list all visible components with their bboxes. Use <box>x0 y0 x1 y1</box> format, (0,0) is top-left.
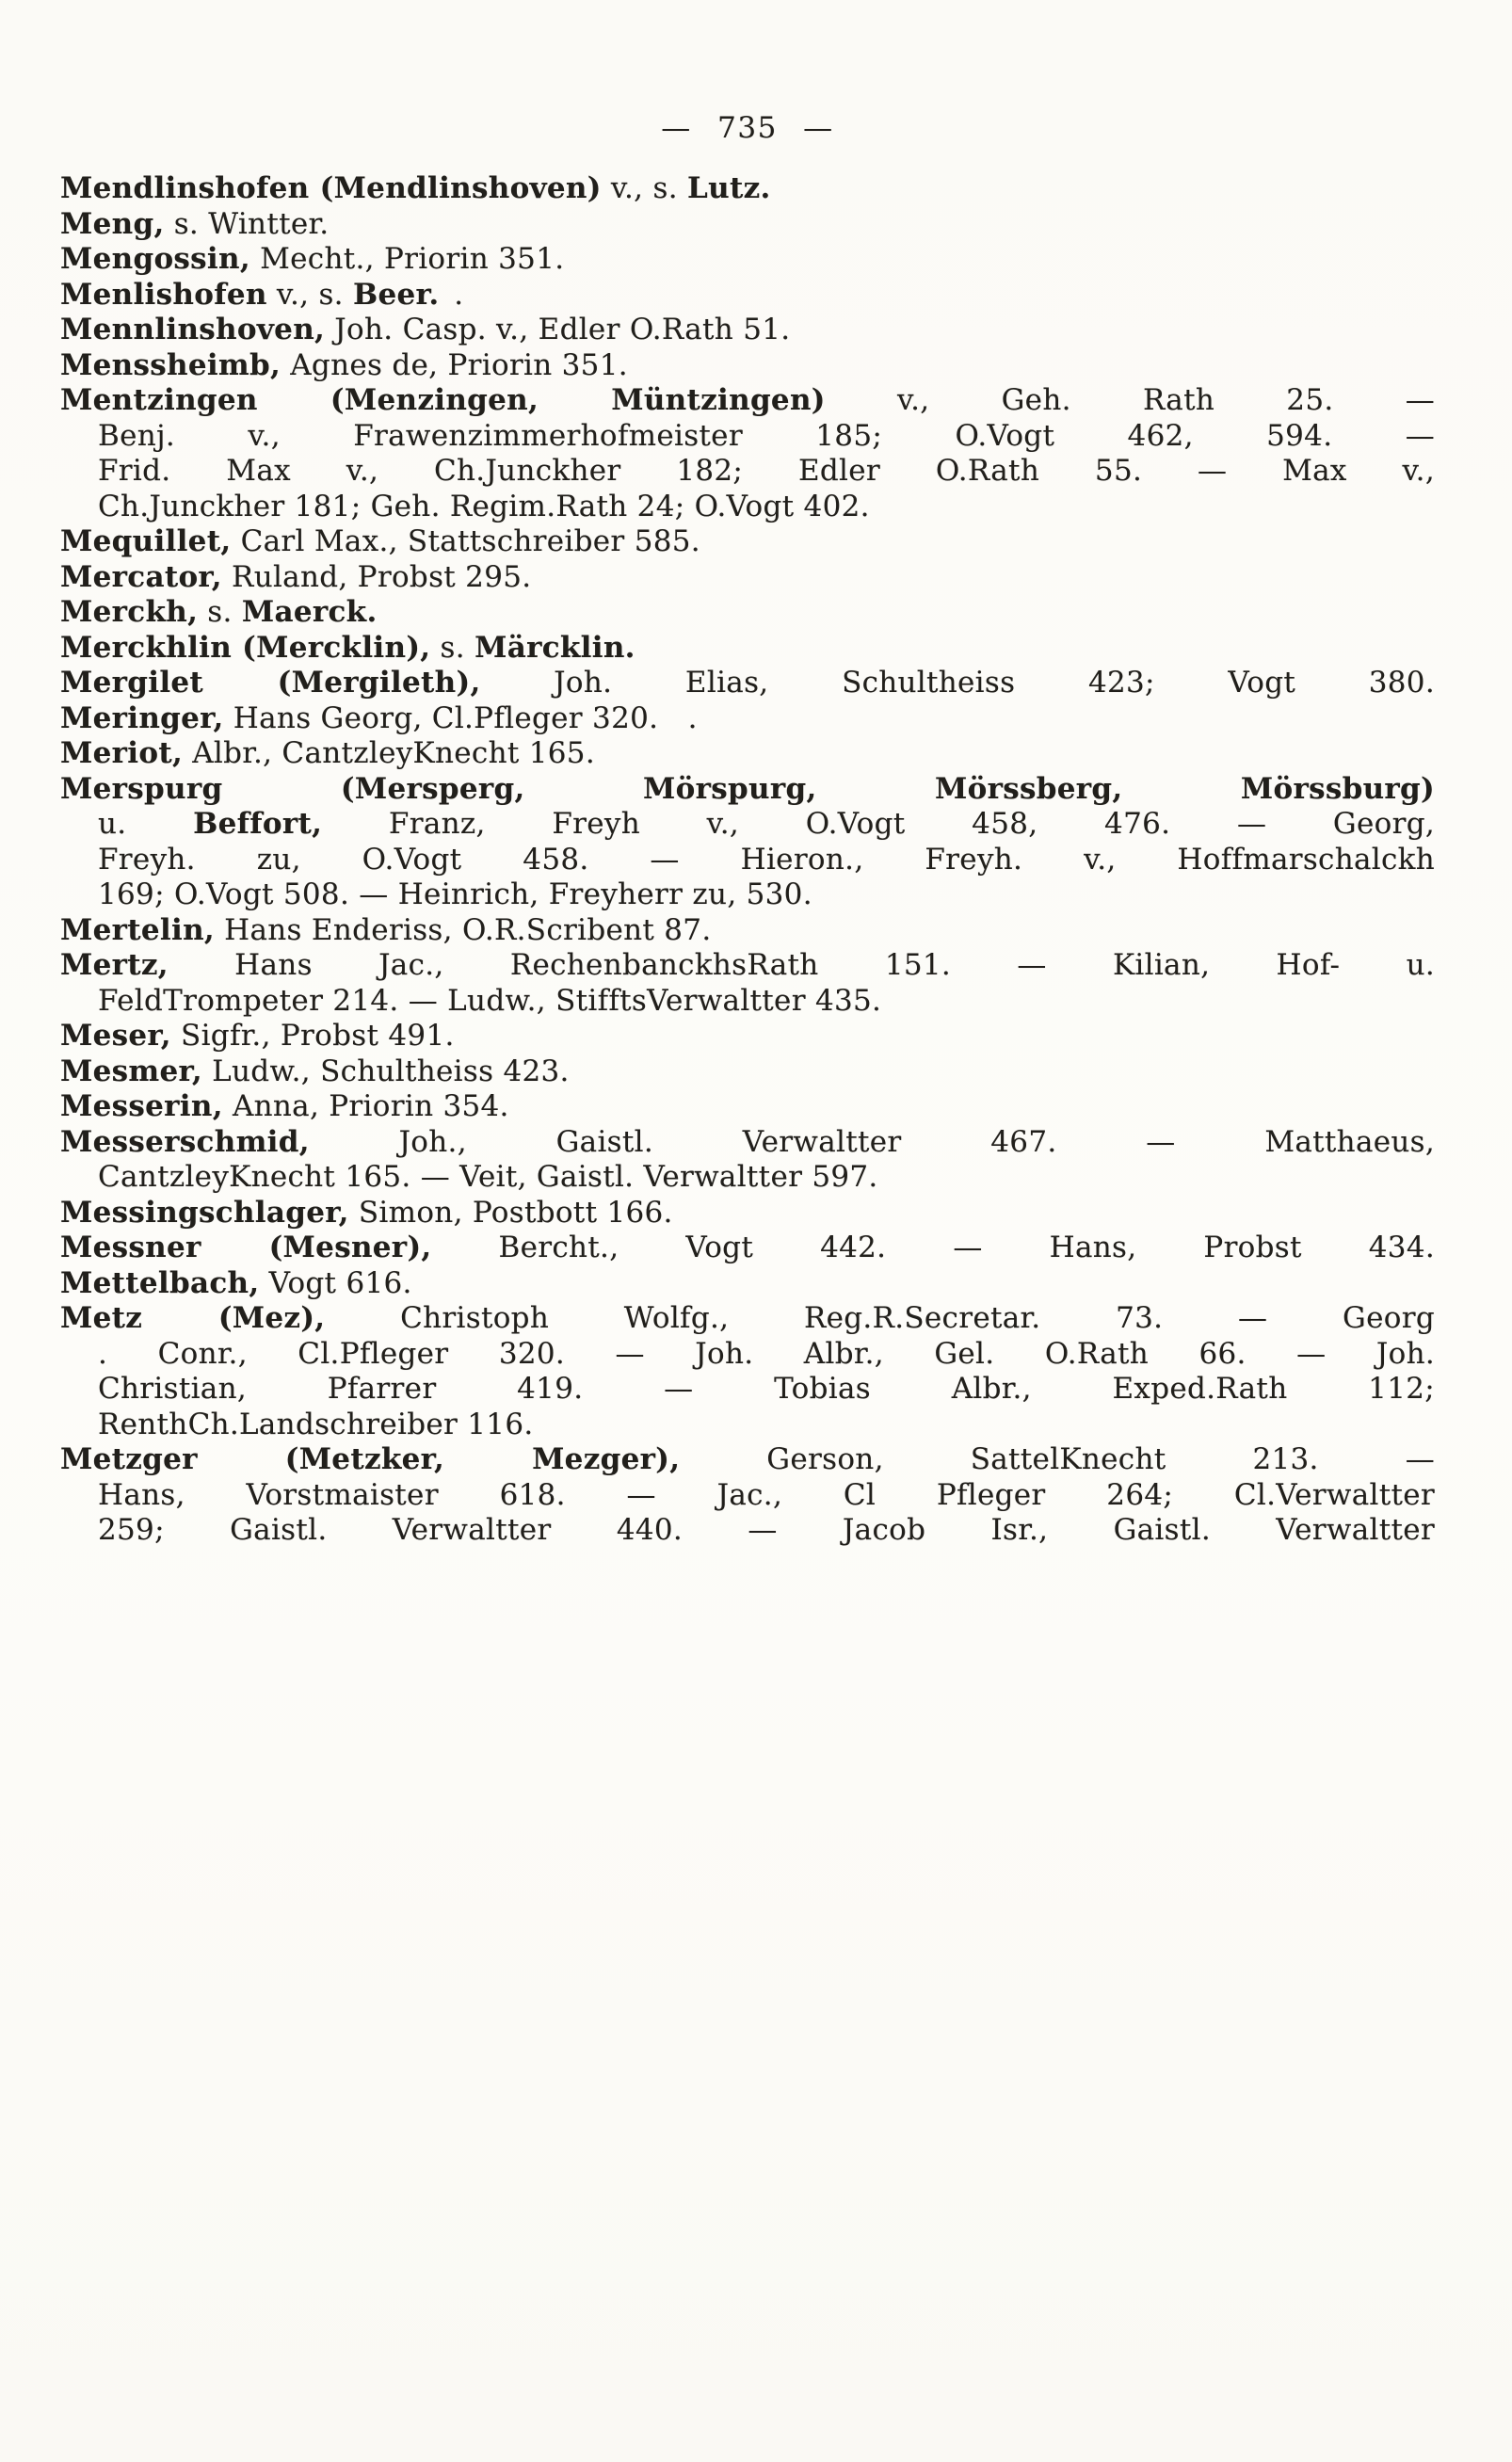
entry-line <box>60 913 1435 949</box>
index-entry <box>60 278 1435 314</box>
entry-text: Ruland, Probst 295. <box>221 559 532 594</box>
entry-line <box>60 207 1435 243</box>
headword: Metz (Mez), <box>60 1301 326 1335</box>
entry-line <box>60 1125 1435 1161</box>
entry-line <box>60 1019 1435 1054</box>
entry-line <box>60 1196 1435 1231</box>
entry-line <box>60 948 1435 984</box>
headword: Mettelbach, <box>60 1265 260 1300</box>
entry-text: Simon, Postbott 166. <box>348 1195 673 1230</box>
headword: Menlishofen <box>60 277 267 312</box>
entry-text: u. <box>98 807 194 841</box>
headword: Mengossin, <box>60 242 250 276</box>
entry-text: Sigfr., Probst 491. <box>170 1019 455 1053</box>
headword: Mertelin, <box>60 912 215 947</box>
headword: Messerin, <box>60 1089 223 1123</box>
entry-text: Hans, Vorstmaister 618. — Jac., Cl Pfleger 264; Cl.Verwaltter <box>98 1477 1435 1512</box>
headword: Märcklin. <box>475 630 635 665</box>
headword: Mesmer, <box>60 1054 202 1088</box>
entry-line <box>60 313 1435 348</box>
headword: Mentzingen (Menzingen, Müntzingen) <box>60 383 826 417</box>
entry-text: 259; Gaistl. Verwaltter 440. — Jacob Isr., Gaistl. Verwaltter <box>98 1513 1435 1547</box>
entry-line <box>60 1266 1435 1302</box>
entry-text: Albr., CantzleyKnecht 165. <box>183 736 595 770</box>
entry-text: Hans Enderiss, O.R.Scribent 87. <box>215 912 712 947</box>
entry-line <box>60 1513 1435 1549</box>
entry-text: 169; O.Vogt 508. — Heinrich, Freyherr zu, 530. <box>98 877 812 911</box>
index-entry <box>60 1231 1435 1266</box>
entry-line <box>60 843 1435 878</box>
entry-text: Hans Jac., RechenbanckhsRath 151. — Kilian, Hof- u. <box>168 948 1435 982</box>
entry-text: Frid. Max v., Ch.Junckher 182; Edler O.Rath 55. — Max v., <box>98 454 1435 488</box>
entry-text: v., Geh. Rath 25. — <box>825 383 1435 417</box>
headword: Meringer, <box>60 700 224 735</box>
entry-text: Agnes de, Priorin 351. <box>281 347 628 382</box>
index-entry <box>60 595 1435 631</box>
entry-line <box>60 278 1435 314</box>
entry-line <box>60 772 1435 808</box>
headword: Merckhlin (Mercklin), <box>60 630 431 665</box>
entry-line <box>60 383 1435 419</box>
entry-text: Vogt 616. <box>259 1265 412 1300</box>
entry-text: Carl Max., Stattschreiber 585. <box>231 524 700 558</box>
headword: Beffort, <box>193 807 323 841</box>
entry-text: v., s. <box>266 277 353 312</box>
index-entry <box>60 1196 1435 1231</box>
index-entry <box>60 1301 1435 1442</box>
entry-line <box>60 419 1435 455</box>
headword: Meriot, <box>60 736 184 770</box>
headword: Mergilet (Mergileth), <box>60 666 481 700</box>
entry-line <box>60 666 1435 701</box>
entry-text: v., s. <box>601 171 688 205</box>
entry-text: s. <box>430 630 475 665</box>
index-entry <box>60 631 1435 667</box>
entry-line <box>60 1301 1435 1337</box>
entry-line <box>60 1408 1435 1443</box>
headword: Merckh, <box>60 595 199 629</box>
entry-line <box>60 1160 1435 1196</box>
headword: Messner (Mesner), <box>60 1231 432 1264</box>
entry-text: Mecht., Priorin 351. <box>249 242 565 276</box>
headword: Menssheimb, <box>60 347 281 382</box>
entry-line <box>60 701 1435 737</box>
entry-line <box>60 490 1435 525</box>
entry-line <box>60 1089 1435 1125</box>
entry-text: Ch.Junckher 181; Geh. Regim.Rath 24; O.Vogt 402. <box>98 489 870 523</box>
headword: Mercator, <box>60 559 222 594</box>
index-entry <box>60 1442 1435 1549</box>
index-entry <box>60 913 1435 949</box>
headword: Merspurg (Mersperg, Mörspurg, Mörssberg, Mörssburg) <box>60 771 1435 806</box>
entry-line <box>60 1372 1435 1408</box>
entry-text: Benj. v., Frawenzimmerhofmeister 185; O.Vogt 462, 594. — <box>98 418 1435 453</box>
entry-line <box>60 171 1435 207</box>
entry-line <box>60 242 1435 278</box>
entry-text: Joh. Casp. v., Edler O.Rath 51. <box>325 313 791 346</box>
entry-line <box>60 984 1435 1020</box>
headword: Messingschlager, <box>60 1195 349 1230</box>
headword: Meser, <box>60 1019 171 1053</box>
page-number: — 735 — <box>661 111 834 145</box>
index-entry <box>60 560 1435 596</box>
headword: Mendlinshofen (Mendlinshoven) <box>60 171 602 205</box>
index-entry <box>60 313 1435 348</box>
entry-text: RenthCh.Landschreiber 116. <box>98 1407 534 1441</box>
entry-line <box>60 348 1435 384</box>
index-entries <box>60 171 1435 1549</box>
entry-line <box>60 807 1435 843</box>
index-entry <box>60 666 1435 701</box>
entry-text: . <box>439 277 464 312</box>
entry-text: s. <box>198 595 242 629</box>
entry-text: Joh. Elias, Schultheiss 423; Vogt 380. <box>480 666 1435 700</box>
index-entry <box>60 1089 1435 1125</box>
entry-line <box>60 1337 1435 1373</box>
entry-text: s. Wintter. <box>164 206 330 241</box>
entry-text: Bercht., Vogt 442. — Hans, Probst 434. <box>431 1231 1435 1264</box>
headword: Messerschmid, <box>60 1124 310 1159</box>
entry-line <box>60 454 1435 490</box>
index-entry <box>60 383 1435 524</box>
headword: Mertz, <box>60 948 169 982</box>
index-entry <box>60 1054 1435 1090</box>
entry-text: Christoph Wolfg., Reg.R.Secretar. 73. — Georg <box>325 1301 1435 1335</box>
entry-text: Freyh. zu, O.Vogt 458. — Hieron., Freyh. v., Hoffmarschalckh <box>98 842 1435 877</box>
index-entry <box>60 1266 1435 1302</box>
index-entry <box>60 171 1435 207</box>
headword: Meng, <box>60 206 165 241</box>
index-entry <box>60 524 1435 560</box>
index-entry <box>60 736 1435 772</box>
headword: Beer. <box>352 277 440 312</box>
entry-line <box>60 1442 1435 1478</box>
entry-text: CantzleyKnecht 165. — Veit, Gaistl. Verwaltter 597. <box>98 1160 878 1194</box>
index-entry <box>60 772 1435 913</box>
entry-text: Franz, Freyh v., O.Vogt 458, 476. — Georg, <box>322 807 1436 841</box>
entry-text: Anna, Priorin 354. <box>222 1089 509 1123</box>
headword: Metzger (Metzker, Mezger), <box>60 1442 681 1476</box>
entry-line <box>60 631 1435 667</box>
headword: Lutz. <box>687 171 771 205</box>
entry-text: Joh., Gaistl. Verwaltter 467. — Matthaeus, <box>309 1124 1435 1159</box>
entry-line <box>60 560 1435 596</box>
entry-line <box>60 877 1435 913</box>
index-entry <box>60 207 1435 243</box>
entry-text: FeldTrompeter 214. — Ludw., StifftsVerwaltter 435. <box>98 983 882 1018</box>
headword: Mennlinshoven, <box>60 313 326 346</box>
entry-line <box>60 1478 1435 1514</box>
entry-line <box>60 1231 1435 1266</box>
entry-text: Hans Georg, Cl.Pfleger 320. . <box>223 700 698 735</box>
index-entry <box>60 242 1435 278</box>
index-entry <box>60 1125 1435 1196</box>
index-entry <box>60 348 1435 384</box>
entry-text: Christian, Pfarrer 419. — Tobias Albr., Exped.Rath 112; <box>98 1372 1435 1406</box>
index-entry <box>60 701 1435 737</box>
index-entry <box>60 1019 1435 1054</box>
entry-text: . Conr., Cl.Pfleger 320. — Joh. Albr., Gel. O.Rath 66. — Joh. <box>98 1336 1435 1371</box>
headword: Mequillet, <box>60 524 232 558</box>
entry-text: Ludw., Schultheiss 423. <box>202 1054 570 1088</box>
headword: Maerck. <box>241 595 378 629</box>
entry-line <box>60 595 1435 631</box>
entry-line <box>60 524 1435 560</box>
entry-line <box>60 736 1435 772</box>
entry-text: Gerson, SattelKnecht 213. — <box>680 1442 1435 1476</box>
entry-line <box>60 1054 1435 1090</box>
index-entry <box>60 948 1435 1019</box>
